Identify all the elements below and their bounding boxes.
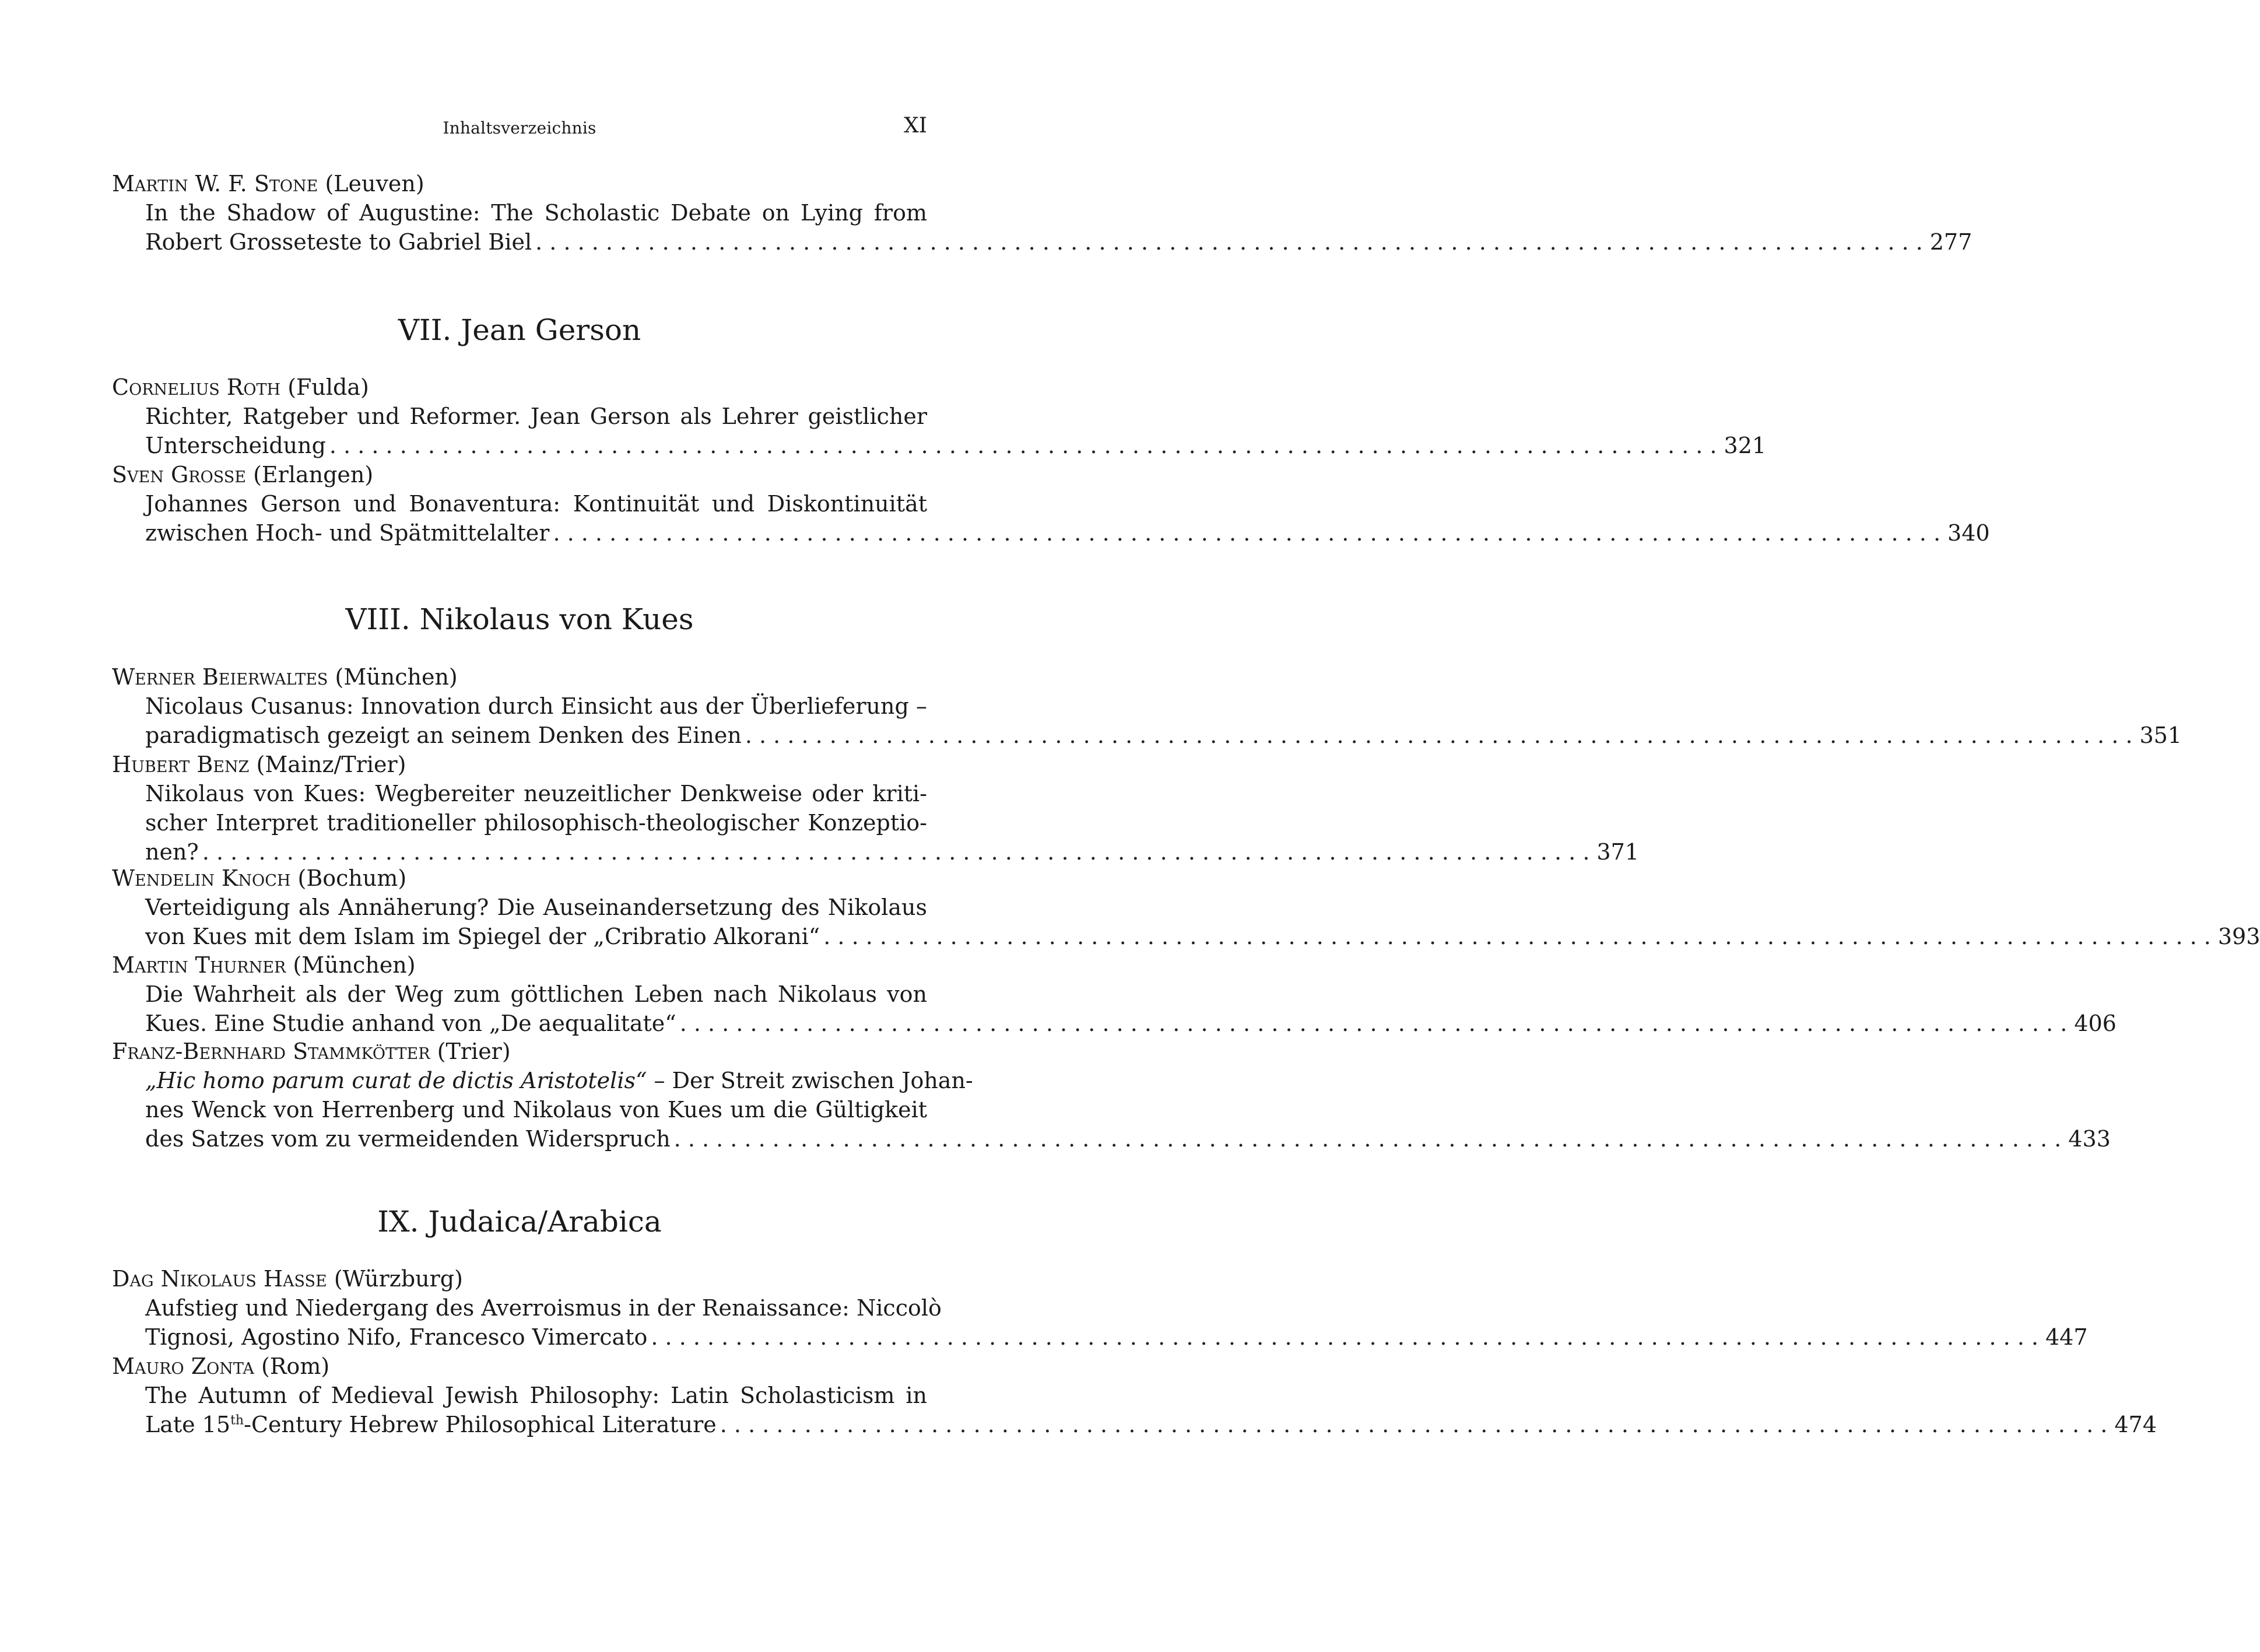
- entry-page-number: 433: [2068, 1126, 2111, 1152]
- entry-last-line: Unterscheidung . . . 321: [145, 431, 927, 460]
- entry-last-line: zwischen Hoch- und Spätmittelalter . . . 340: [145, 518, 927, 548]
- entry-title-line: The Autumn of Medieval Jewish Philosophy: Latin Scholasticism in: [145, 1383, 927, 1408]
- entry-title-line: In the Shadow of Augustine: The Scholastic Debate on Lying from: [145, 200, 927, 226]
- entry-page-number: 351: [2139, 722, 2182, 748]
- section-heading-ix: IX. Judaica/Arabica: [377, 1205, 662, 1239]
- entry-title-line: Aufstieg und Niedergang des Averroismus in der Renaissance: Niccolò: [145, 1295, 942, 1321]
- entry-last-line: Late 15th-Century Hebrew Philosophical Literature . . . 474: [145, 1410, 927, 1439]
- entry-author: Hubert Benz (Mainz/Trier): [112, 752, 406, 777]
- entry-last-line: paradigmatisch gezeigt an seinem Denken des Einen . . . 351: [145, 721, 927, 750]
- page-header: [112, 114, 927, 143]
- dot-leader: [329, 431, 1717, 460]
- entry-last-line: nen? . . . 371: [145, 837, 927, 867]
- toc-entry-thurner: [112, 950, 2117, 1038]
- entry-author: Wendelin Knoch (Bochum): [112, 865, 407, 891]
- dot-leader: [680, 1009, 2068, 1038]
- running-title: Inhaltsverzeichnis: [443, 118, 596, 138]
- entry-title-line: Verteidigung als Annäherung? Die Auseinandersetzung des Nikolaus: [145, 895, 927, 920]
- section-heading-vii: VII. Jean Gerson: [398, 313, 641, 347]
- entry-last-line: des Satzes vom zu vermeidenden Widerspruch . . . 433: [145, 1124, 927, 1153]
- entry-page-number: 340: [1947, 520, 1990, 546]
- dot-leader: [202, 837, 1590, 867]
- entry-page-number: 406: [2074, 1011, 2117, 1036]
- entry-title-line: nes Wenck von Herrenberg und Nikolaus von Kues um die Gültigkeit: [145, 1097, 927, 1123]
- dot-leader: [745, 721, 2133, 750]
- dot-leader: [720, 1410, 2108, 1439]
- entry-title-line: „Hic homo parum curat de dictis Aristotelis“ – Der Streit zwischen Johan-: [145, 1068, 973, 1093]
- entry-last-line: Tignosi, Agostino Nifo, Francesco Vimercato . . . 447: [145, 1323, 927, 1352]
- dot-leader: [823, 922, 2211, 951]
- dot-leader: [535, 227, 1923, 257]
- entry-page-number: 447: [2045, 1324, 2088, 1350]
- entry-page-number: 321: [1724, 433, 1767, 458]
- entry-page-number: 393: [2217, 924, 2260, 949]
- dot-leader: [553, 518, 1940, 548]
- entry-title-line: Richter, Ratgeber und Reformer. Jean Gerson als Lehrer geistlicher: [145, 404, 927, 429]
- entry-last-line: Robert Grosseteste to Gabriel Biel . . . 277: [145, 227, 927, 257]
- entry-author: Mauro Zonta (Rom): [112, 1353, 330, 1379]
- toc-entry-zonta: [112, 1352, 2157, 1439]
- entry-author: Werner Beierwaltes (München): [112, 664, 458, 690]
- entry-title-line: Nikolaus von Kues: Wegbereiter neuzeitlicher Denkweise oder kriti-: [145, 781, 927, 806]
- toc-entry-roth: [112, 373, 1767, 460]
- toc-entry-stone: [112, 169, 1973, 257]
- entry-page-number: 474: [2114, 1412, 2157, 1437]
- entry-author: Martin W. F. Stone (Leuven): [112, 171, 424, 197]
- entry-title-line: Nicolaus Cusanus: Innovation durch Einsicht aus der Überlieferung –: [145, 693, 927, 719]
- entry-title-line: Die Wahrheit als der Weg zum göttlichen Leben nach Nikolaus von: [145, 981, 927, 1007]
- entry-page-number: 371: [1596, 839, 1639, 865]
- toc-entry-beierwaltes: [112, 662, 2182, 750]
- entry-last-line: von Kues mit dem Islam im Spiegel der „Cribratio Alkorani“ . . . 393: [145, 922, 927, 951]
- page-number: XI: [904, 114, 927, 138]
- entry-title-line: Johannes Gerson und Bonaventura: Kontinuität und Diskontinuität: [145, 491, 927, 517]
- entry-author: Cornelius Roth (Fulda): [112, 374, 369, 400]
- toc-entry-grosse: [112, 460, 1990, 548]
- entry-author: Sven Grosse (Erlangen): [112, 462, 374, 487]
- entry-title-line: scher Interpret traditioneller philosophisch-theologischer Konzeptio-: [145, 810, 927, 836]
- toc-entry-knoch: [112, 864, 2260, 951]
- entry-page-number: 277: [1929, 229, 1973, 255]
- entry-author: Franz-Bernhard Stammkötter (Trier): [112, 1039, 511, 1064]
- section-heading-viii: VIII. Nikolaus von Kues: [345, 602, 694, 636]
- entry-author: Dag Nikolaus Hasse (Würzburg): [112, 1266, 463, 1292]
- entry-last-line: Kues. Eine Studie anhand von „De aequalitate“ . . . 406: [145, 1009, 927, 1038]
- dot-leader: [674, 1124, 2062, 1153]
- entry-author: Martin Thurner (München): [112, 952, 416, 978]
- toc-entry-hasse: [112, 1264, 2088, 1352]
- dot-leader: [651, 1323, 2038, 1352]
- toc-entry-benz: [112, 750, 1639, 867]
- toc-entry-stammkoetter: [112, 1037, 2111, 1153]
